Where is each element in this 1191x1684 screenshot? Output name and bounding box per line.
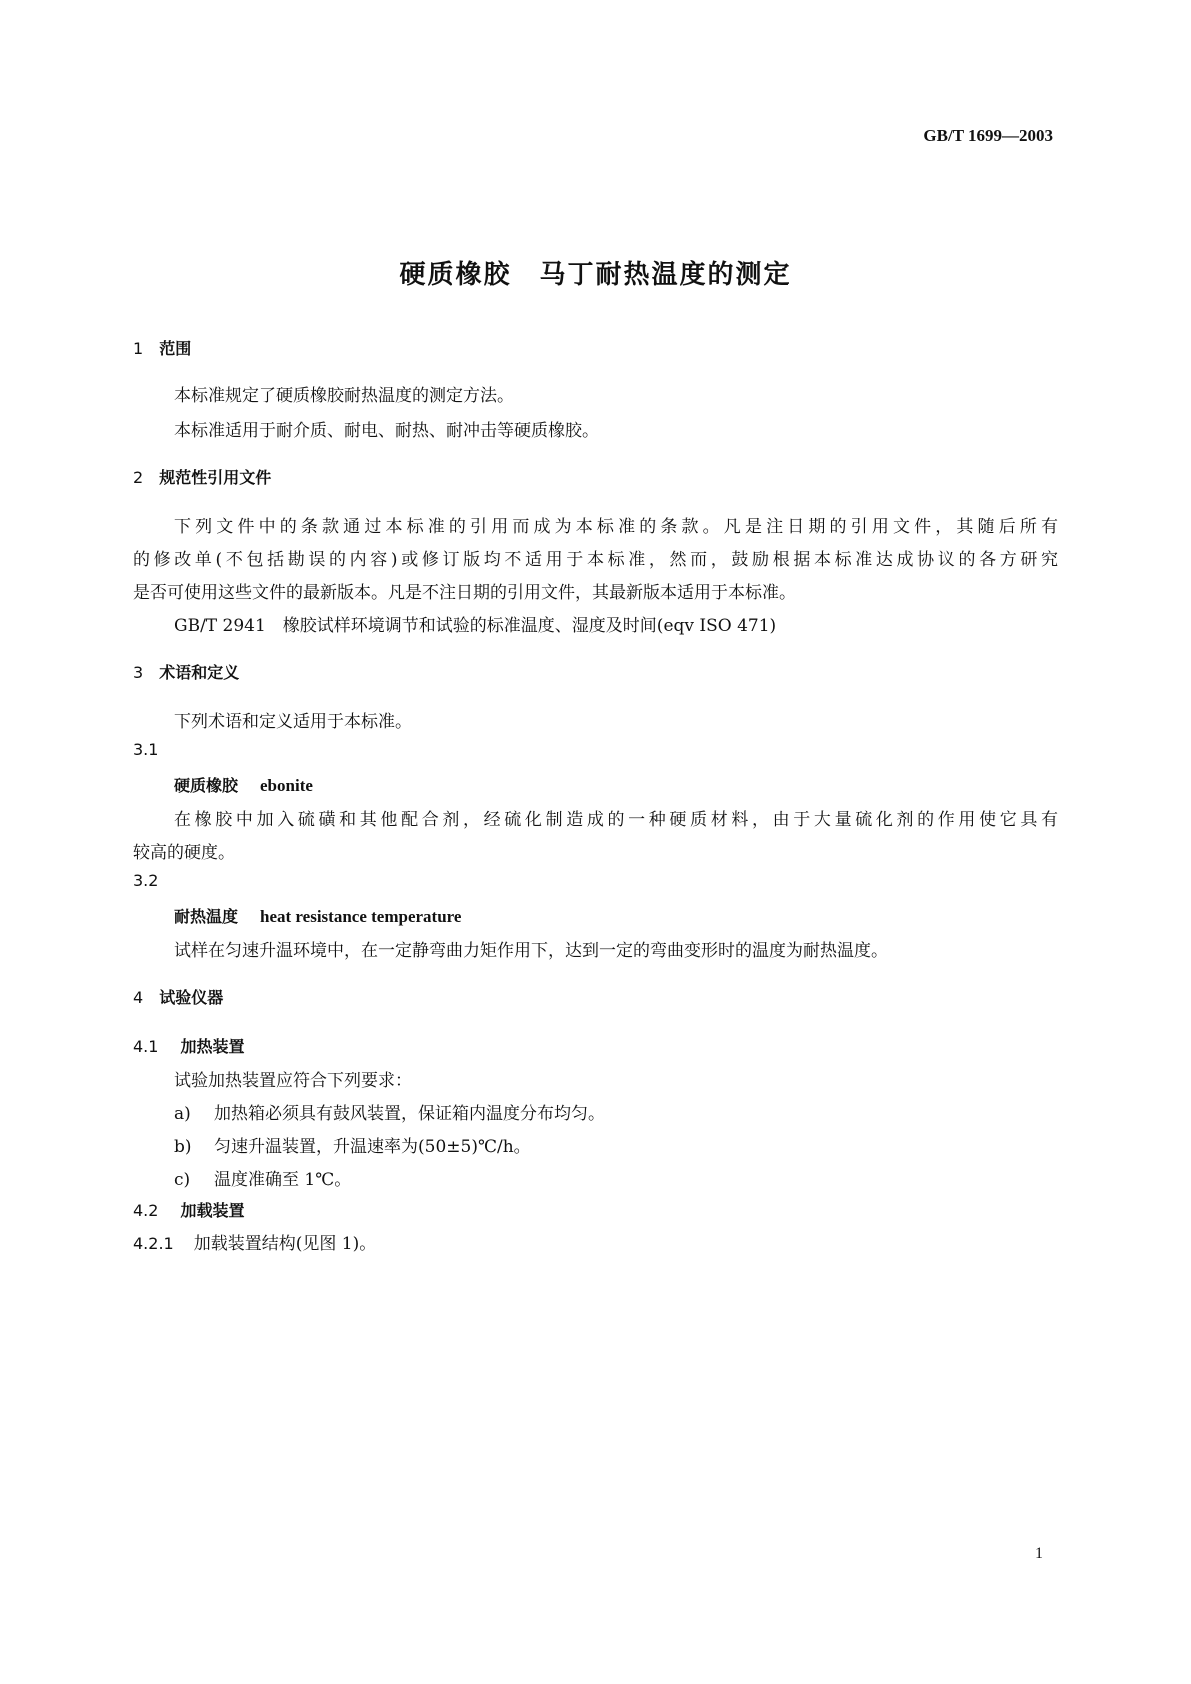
subsection-title: 加载装置 [180,1201,245,1220]
subsection-title: 加热装置 [180,1037,245,1056]
subsection-4-2-heading [133,1198,244,1221]
section-title: 范围 [159,339,192,358]
term-3-2 [174,904,461,927]
document-code: GB/T 1699—2003 [923,126,1053,145]
item-text: 匀速升温装置，升温速率为(50±5)℃/h。 [214,1137,531,1157]
term-chinese: 硬质橡胶 [174,776,239,795]
requirement-item-a [174,1099,605,1124]
section-number: 1 [133,339,144,358]
subsection-number: 4.1 [133,1037,159,1056]
section-2-line-1: 下列文件中的条款通过本标准的引用而成为本标准的条款。凡是注日期的引用文件，其随后所有 [174,517,1058,537]
section-1-paragraph-2: 本标准适用于耐介质、耐电、耐热、耐冲击等硬质橡胶。 [174,421,599,441]
section-title: 试验仪器 [159,988,224,1007]
document-title: 硬质橡胶 马丁耐热温度的测定 [399,260,792,290]
clause-number: 4.2.1 [133,1234,174,1253]
subsection-number: 4.2 [133,1201,159,1220]
item-text: 温度准确至 1℃。 [214,1170,352,1190]
item-marker: a) [174,1104,191,1124]
section-3-intro: 下列术语和定义适用于本标准。 [174,712,412,732]
section-title: 规范性引用文件 [159,468,272,487]
clause-4-2-1 [133,1229,376,1254]
term-3-2-definition: 试样在匀速升温环境中，在一定静弯曲力矩作用下，达到一定的弯曲变形时的温度为耐热温度。 [174,941,888,961]
page-number: 1 [1035,1545,1043,1562]
requirement-item-c [174,1165,351,1190]
section-number: 3 [133,663,144,682]
requirement-item-b [174,1132,531,1157]
section-number: 2 [133,468,144,487]
term-english: ebonite [260,776,313,795]
term-3-2-number: 3.2 [133,871,159,890]
term-3-1-definition-line-2: 较高的硬度。 [133,843,235,863]
section-2-line-3: 是否可使用这些文件的最新版本。凡是不注日期的引用文件，其最新版本适用于本标准。 [133,583,796,603]
term-english: heat resistance temperature [260,907,462,926]
term-chinese: 耐热温度 [174,907,239,926]
item-marker: b) [174,1137,192,1157]
subsection-4-1-heading [133,1034,244,1057]
normative-reference: GB/T 2941 橡胶试样环境调节和试验的标准温度、湿度及时间(eqv ISO 471) [174,616,777,636]
section-2-line-2: 的修改单(不包括勘误的内容)或修订版均不适用于本标准，然而，鼓励根据本标准达成协议的各方研究 [133,550,1058,570]
section-1-heading [133,336,191,359]
term-3-1-number: 3.1 [133,740,159,759]
section-4-heading [133,985,223,1008]
section-3-heading [133,660,239,683]
section-number: 4 [133,988,144,1007]
item-text: 加热箱必须具有鼓风装置，保证箱内温度分布均匀。 [214,1104,605,1124]
subsection-4-1-intro: 试验加热装置应符合下列要求： [174,1071,412,1091]
section-2-heading [133,465,271,488]
section-title: 术语和定义 [159,663,240,682]
item-marker: c) [174,1170,191,1190]
term-3-1-definition-line-1: 在橡胶中加入硫磺和其他配合剂，经硫化制造成的一种硬质材料，由于大量硫化剂的作用使它具有 [174,810,1058,830]
term-3-1 [174,773,313,796]
clause-text: 加载装置结构(见图 1)。 [193,1234,377,1254]
section-1-paragraph-1: 本标准规定了硬质橡胶耐热温度的测定方法。 [174,386,514,406]
